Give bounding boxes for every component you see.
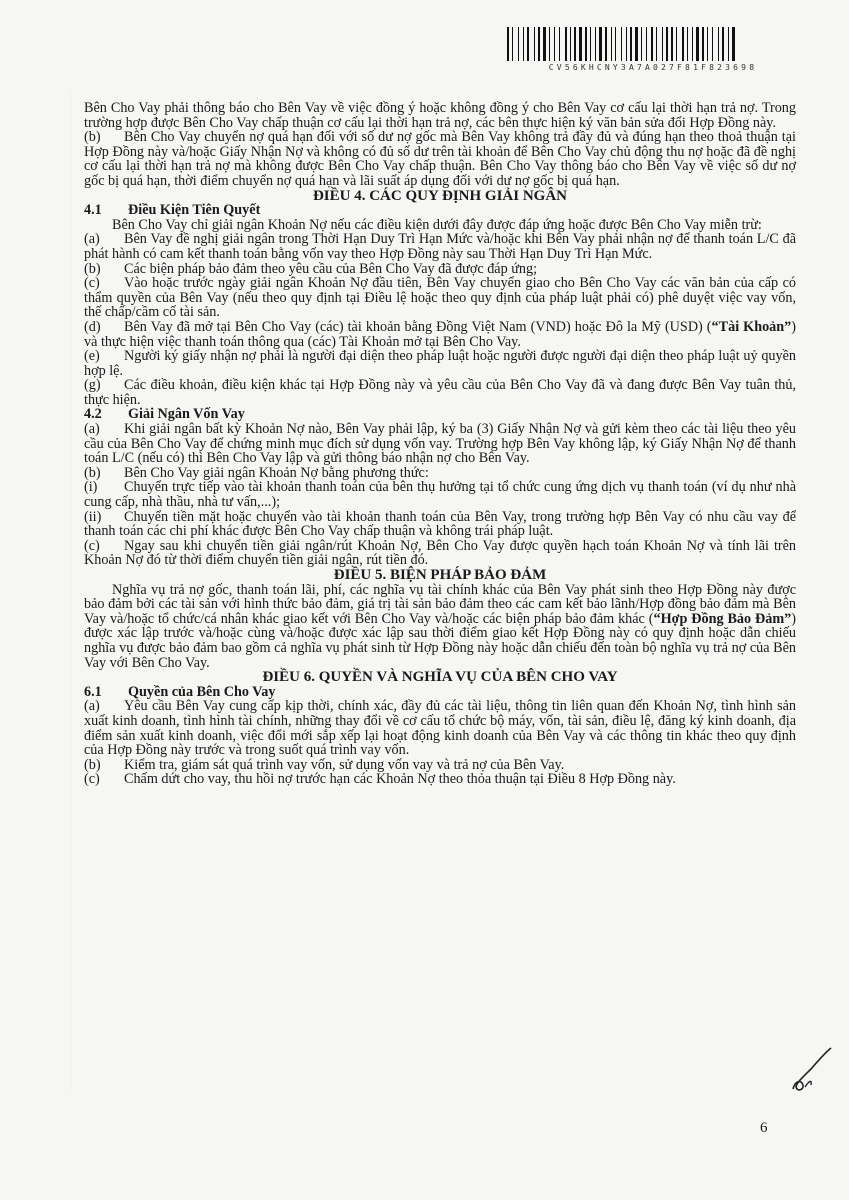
item-text: Kiểm tra, giám sát quá trình vay vốn, sử dụng vốn vay và trả nợ của Bên Vay. <box>124 756 565 773</box>
barcode-bar <box>648 27 650 61</box>
barcode-bar <box>556 27 558 61</box>
section-4-1-heading <box>84 203 796 218</box>
barcode-bar <box>507 27 509 61</box>
barcode-bar <box>561 27 564 61</box>
barcode-bar <box>718 27 719 61</box>
barcode-bar <box>722 27 724 61</box>
barcode-bar <box>554 27 555 61</box>
section-number: 4.2 <box>84 406 102 423</box>
barcode-bar <box>674 27 675 61</box>
barcode-bar <box>689 27 691 61</box>
barcode-bar <box>541 27 542 61</box>
barcode-bar <box>633 27 634 61</box>
item-text: Bên Cho Vay giải ngân Khoản Nợ bằng phương thức: <box>124 464 429 481</box>
item-text: Bên Vay đã mở tại Bên Cho Vay (các) tài khoản bằng Đồng Việt Nam (VND) hoặc Đô la Mỹ (USD) ( <box>124 318 712 335</box>
barcode-bar <box>615 27 616 61</box>
barcode-bar <box>621 27 622 61</box>
barcode-bar <box>538 27 540 61</box>
barcode-bar <box>687 27 688 61</box>
barcode-bar <box>603 27 604 61</box>
item-text: Bên Cho Vay chuyển nợ quá hạn đối với số dư nợ gốc mà Bên Vay không trả đầy đủ và đúng hạn theo thoả thuận tại Hợp Đồng này và/hoặc Giấy Nhận Nợ và không có đủ số dư trên tài khoản để Bên Cho Vay chủ động thu nợ hoặc đã đề nghị cơ cấu lại thời hạn trả nợ mà không được Bên Cho Vay chấp thuận. Bên Cho Vay thông báo cho Bên Vay về việc số dư nợ gốc bị quá hạn, thời điểm chuyển nợ quá hạn và lãi suất áp dụng đối với dư nợ gốc bị quá hạn. <box>84 129 796 189</box>
barcode-bar <box>725 27 727 61</box>
barcode-bar <box>707 27 708 61</box>
barcode-bar <box>523 27 524 61</box>
list-item <box>84 480 796 509</box>
article-5-title: ĐIỀU 5. BIỆN PHÁP BẢO ĐẢM <box>333 567 547 583</box>
barcode-bar <box>732 27 735 61</box>
list-item <box>84 378 796 407</box>
barcode-bar <box>605 27 607 61</box>
list-item <box>84 320 796 349</box>
barcode-bar <box>597 27 598 61</box>
barcode-bar <box>646 27 647 61</box>
barcode-bar <box>656 27 657 61</box>
barcode-bar <box>592 27 594 61</box>
barcode-bar <box>654 27 655 61</box>
item-label: (a) <box>84 698 100 715</box>
item-label: (c) <box>84 537 100 554</box>
barcode-bar <box>666 27 668 61</box>
item-text: Người ký giấy nhận nợ phải là người đại diện theo pháp luật hoặc người được người đại diện theo pháp luật uỷ quyền hợp lệ. <box>84 348 796 379</box>
list-item <box>84 699 796 757</box>
barcode-bar <box>585 27 587 61</box>
item-text: Các biện pháp bảo đảm theo yêu cầu của Bên Cho Vay đã được đáp ứng; <box>124 260 538 277</box>
item-label: (ii) <box>84 508 102 525</box>
barcode-bar <box>574 27 576 61</box>
item-text: Khi giải ngân bất kỳ Khoản Nợ nào, Bên Vay phải lập, ký ba (3) Giấy Nhận Nợ và gửi kèm theo các tài liệu theo yêu cầu của Bên Cho Vay để chứng minh mục đích sử dụng vốn vay. Trường hợp Bên Vay không lập, ký Giấy Nhận Nợ để thanh toán L/C (nếu có) thì Bên Cho Vay lập và gửi thông báo nhận nợ cho Bên Vay. <box>84 421 796 467</box>
barcode-bar <box>736 27 737 61</box>
article-6-title: ĐIỀU 6. QUYỀN VÀ NGHĨA VỤ CỦA BÊN CHO VAY <box>262 669 618 686</box>
barcode-bar <box>709 27 711 61</box>
barcode-bar <box>730 27 731 61</box>
section-intro: Bên Cho Vay chỉ giải ngân Khoản Nợ nếu các điều kiện dưới đây được đáp ứng hoặc được Bên Cho Vay miễn trừ: <box>112 216 762 233</box>
item-text: Ngay sau khi chuyển tiền giải ngân/rút Khoản Nợ, Bên Cho Vay được quyền hạch toán Khoản Nợ và tính lãi trên Khoản Nợ đó từ thời điểm chuyển tiền giải ngân, rút tiền đó. <box>84 537 796 569</box>
barcode-bar <box>568 27 569 61</box>
section-number: 6.1 <box>84 683 102 700</box>
barcode-bar <box>547 27 548 61</box>
item-label: (c) <box>84 771 100 788</box>
paragraph <box>84 130 796 188</box>
paragraph-text: Nghĩa vụ trả nợ gốc, thanh toán lãi, phí, các nghĩa vụ tài chính khác của Bên Vay phát sinh theo Hợp Đồng này được bảo đảm bởi các tài sản với hình thức bảo đảm, giá trị tài sản bảo đảm theo các cam kết bảo lãnh/Hợp đồng bảo đảm mà Bên Vay và/hoặc tổ chức/cá nhân khác giao kết với Bên Cho Vay và/hoặc các biện pháp bảo đảm khác ( <box>84 581 796 627</box>
barcode-bar <box>536 27 537 61</box>
barcode-bar <box>682 27 684 61</box>
item-label: (b) <box>84 260 101 277</box>
item-label: (i) <box>84 479 98 496</box>
barcode-bar <box>551 27 553 61</box>
paragraph-text: ) được xác lập trước và/hoặc cùng và/hoặc được xác lập sau thời điểm giao kết Hợp Đồng này có quy định hoặc dẫn chiếu nghĩa vụ được bảo đảm bao gồm cả nghĩa vụ phát sinh từ Hợp Đồng này hoặc dẫn chiếu đến toàn bộ nghĩa vụ trả nợ của Bên Vay với Bên Cho Vay. <box>84 610 796 671</box>
item-text: Chuyển trực tiếp vào tài khoản thanh toán của bên thụ hưởng tại tổ chức cung ứng dịch vụ thanh toán (ví dụ như nhà cung cấp, nhà thầu, nhà tư vấn,...); <box>84 479 796 511</box>
list-item <box>84 758 796 773</box>
scan-line <box>70 90 71 1090</box>
barcode-bar <box>720 27 721 61</box>
item-label: (a) <box>84 231 100 248</box>
list-item <box>84 466 796 481</box>
barcode-bar <box>630 27 632 61</box>
list-item <box>84 510 796 539</box>
barcode-bar <box>534 27 535 61</box>
list-item <box>84 422 796 466</box>
list-item <box>84 262 796 277</box>
barcode-bar <box>599 27 602 61</box>
item-label: (g) <box>84 377 101 394</box>
list-item <box>84 232 796 261</box>
signature-initials <box>785 1045 835 1097</box>
barcode-bar <box>626 27 627 61</box>
barcode-bar <box>617 27 620 61</box>
item-label: (b) <box>84 464 101 481</box>
barcode-bar <box>641 27 642 61</box>
barcode-bar <box>643 27 645 61</box>
barcode-bar <box>608 27 610 61</box>
item-text: Vào hoặc trước ngày giải ngân Khoản Nợ đầu tiên, Bên Vay chuyển giao cho Bên Cho Vay các văn bản của cấp có thẩm quyền của Bên Vay (nếu theo quy định tại Điều lệ hoặc theo quy định của pháp luật phải có) phê duyệt việc vay vốn, thế chấp/cầm cố tài sản. <box>84 275 796 321</box>
barcode-bar <box>700 27 701 61</box>
item-text: Chuyển tiền mặt hoặc chuyển vào tài khoản thanh toán của Bên Vay, trong trường hợp Bên Vay có nhu cầu vay để thanh toán các chi phí khác được Bên Cho Vay chấp thuận và không trái pháp luật. <box>84 508 796 540</box>
item-label: (b) <box>84 756 101 773</box>
barcode-bar <box>512 27 513 61</box>
paragraph: Bên Cho Vay phải thông báo cho Bên Vay về việc đồng ý hoặc không đồng ý cho Bên Vay cơ cấu lại thời hạn trả nợ. Trong trường hợp được Bên Cho Vay chấp thuận cơ cấu lại thời hạn trả nợ, các bên thực hiện ký văn bản sửa đổi Hợp Đồng này. <box>84 100 796 131</box>
barcode-bar <box>669 27 670 61</box>
barcode-bar <box>628 27 629 61</box>
barcode-bar <box>635 27 638 61</box>
section-title: Giải Ngân Vốn Vay <box>128 406 245 423</box>
item-label: (b) <box>84 129 101 146</box>
list-item <box>84 539 796 568</box>
barcode-bar <box>705 27 706 61</box>
barcode-bar <box>530 27 533 61</box>
item-text: Yêu cầu Bên Vay cung cấp kịp thời, chính xác, đầy đủ các tài liệu, thông tin liên quan đến Khoản Nợ, tình hình sản xuất kinh doanh, tình hình tài chính, những thay đổi về cơ cấu tổ chức bộ máy, vốn, tài sản, điều lệ, đăng ký kinh doanh, địa điểm sản xuất kinh doanh, việc đổi mới sắp xếp lại hoạt động kinh doanh của Bên Vay và các thông tin khác theo quy định của Hợp Đồng này trước và trong suốt quá trình vay vốn. <box>84 698 796 759</box>
barcode-bar <box>579 27 582 61</box>
barcode-bar <box>623 27 625 61</box>
item-label: (c) <box>84 275 100 292</box>
barcode-bar <box>692 27 693 61</box>
document-body <box>84 101 796 787</box>
barcode-bar <box>639 27 640 61</box>
item-text: Các điều khoản, điều kiện khác tại Hợp Đồng này và yêu cầu của Bên Cho Vay đã và đang được Bên Vay tuân thủ, thực hiện. <box>84 377 796 408</box>
barcode-bar <box>611 27 612 61</box>
section-number: 4.1 <box>84 202 102 219</box>
barcode-bar <box>613 27 614 61</box>
barcode-text: CV56KHCNY3A7A027F81F823698 <box>548 63 758 72</box>
barcode <box>507 27 799 61</box>
item-text: Chấm dứt cho vay, thu hồi nợ trước hạn các Khoản Nợ theo thỏa thuận tại Điều 8 Hợp Đồng này. <box>124 771 676 788</box>
barcode-bar <box>514 27 517 61</box>
item-label: (a) <box>84 421 100 438</box>
item-text: ) và thực hiện việc thanh toán thông qua (các) Tài Khoản mở tại Bên Cho Vay. <box>84 318 796 350</box>
defined-term: “Tài Khoản” <box>711 318 792 335</box>
barcode-bar <box>702 27 704 61</box>
barcode-bar <box>662 27 663 61</box>
barcode-bar <box>518 27 519 61</box>
barcode-bar <box>572 27 573 61</box>
barcode-bar <box>549 27 550 61</box>
item-label: (d) <box>84 318 101 335</box>
barcode-bar <box>577 27 578 61</box>
barcode-bar <box>714 27 717 61</box>
list-item <box>84 772 796 787</box>
barcode-bar <box>664 27 665 61</box>
article-5-body <box>84 583 796 671</box>
barcode-bar <box>543 27 546 61</box>
barcode-bar <box>570 27 571 61</box>
defined-term: “Hợp Đồng Bảo Đảm” <box>653 610 792 627</box>
barcode-bar <box>525 27 526 61</box>
section-6-1-heading <box>84 685 796 700</box>
barcode-bar <box>712 27 713 61</box>
barcode-bar <box>676 27 677 61</box>
barcode-bar <box>696 27 699 61</box>
barcode-bar <box>728 27 729 61</box>
barcode-bar <box>658 27 661 61</box>
section-title: Quyền của Bên Cho Vay <box>128 683 276 700</box>
barcode-bar <box>595 27 596 61</box>
barcode-bar <box>565 27 567 61</box>
barcode-bar <box>588 27 589 61</box>
barcode-bar <box>559 27 560 61</box>
barcode-bar <box>583 27 584 61</box>
item-label: (e) <box>84 348 100 365</box>
barcode-bar <box>685 27 686 61</box>
barcode-bar <box>527 27 529 61</box>
barcode-bar <box>651 27 653 61</box>
page-number: 6 <box>760 1120 768 1136</box>
barcode-bar <box>520 27 522 61</box>
item-text: Bên Vay đề nghị giải ngân trong Thời Hạn Duy Trì Hạn Mức và/hoặc khi Bên Vay phải nhận nợ để thanh toán L/C đã phát hành có cam kết thanh toán bằng vốn vay theo Hợp Đồng này sau Thời Hạn Duy Trì Hạn Mức. <box>84 231 796 262</box>
barcode-bar <box>510 27 511 61</box>
section-title: Điều Kiện Tiên Quyết <box>128 202 261 219</box>
barcode-bar <box>678 27 681 61</box>
list-item <box>84 349 796 378</box>
barcode-bar <box>671 27 673 61</box>
list-item <box>84 276 796 320</box>
section-4-2-heading <box>84 407 796 422</box>
article-4-title: ĐIỀU 4. CÁC QUY ĐỊNH GIẢI NGÂN <box>312 187 568 204</box>
barcode-bar <box>590 27 591 61</box>
barcode-bar <box>694 27 695 61</box>
